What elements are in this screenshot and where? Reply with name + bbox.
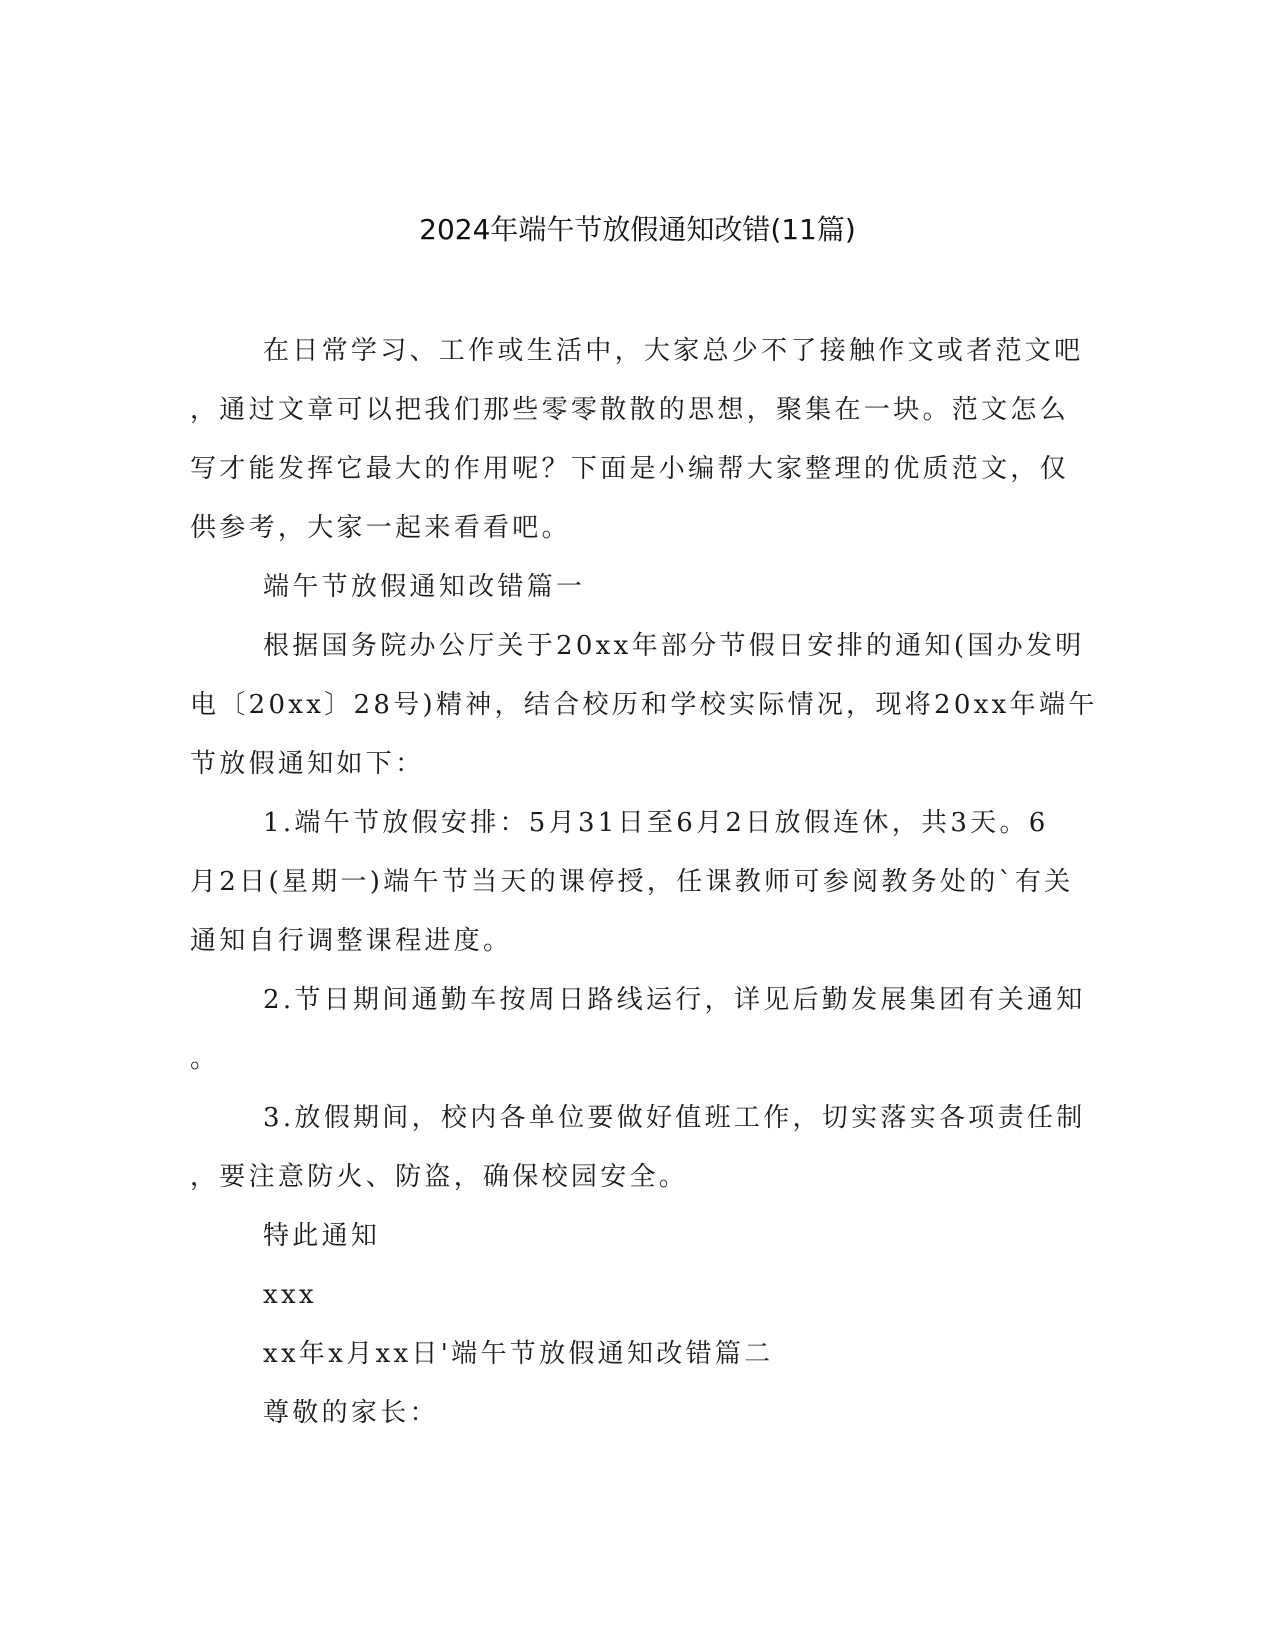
paragraph-line: 月2日(星期一)端午节当天的课停授，任课教师可参阅教务处的`有关: [190, 867, 1074, 897]
paragraph-line: 供参考，大家一起来看看吧。: [190, 513, 571, 543]
salutation-line: 尊敬的家长：: [263, 1398, 439, 1428]
paragraph-line: 写才能发挥它最大的作用呢？下面是小编帮大家整理的优质范文，仅: [190, 454, 1070, 484]
paragraph-line: ，通过文章可以把我们那些零零散散的思想，聚集在一块。范文怎么: [190, 395, 1070, 425]
paragraph-line: 1.端午节放假安排：5月31日至6月2日放假连休，共3天。6: [263, 808, 1049, 838]
paragraph-line: 通知自行调整课程进度。: [190, 926, 513, 956]
paragraph-line: 节放假通知如下：: [190, 749, 425, 779]
closing-line: 特此通知: [263, 1221, 381, 1251]
paragraph-line: 2.节日期间通勤车按周日路线运行，详见后勤发展集团有关通知: [263, 985, 1086, 1015]
document-title: 2024年端午节放假通知改错(11篇): [419, 213, 856, 246]
paragraph-line: ，要注意防火、防盗，确保校园安全。: [190, 1162, 689, 1192]
date-line: xx年x月xx日'端午节放假通知改错篇二: [263, 1339, 774, 1369]
section-heading: 端午节放假通知改错篇一: [263, 572, 586, 602]
paragraph-line: 在日常学习、工作或生活中，大家总少不了接触作文或者范文吧: [263, 336, 1084, 366]
signature-line: xxx: [263, 1280, 317, 1310]
paragraph-line: 根据国务院办公厅关于20xx年部分节假日安排的通知(国办发明: [263, 631, 1085, 661]
paragraph-line: 。: [190, 1044, 220, 1074]
paragraph-line: 3.放假期间，校内各单位要做好值班工作，切实落实各项责任制: [263, 1103, 1086, 1133]
paragraph-line: 电〔20xx〕28号)精神，结合校历和学校实际情况，现将20xx年端午: [190, 690, 1098, 720]
